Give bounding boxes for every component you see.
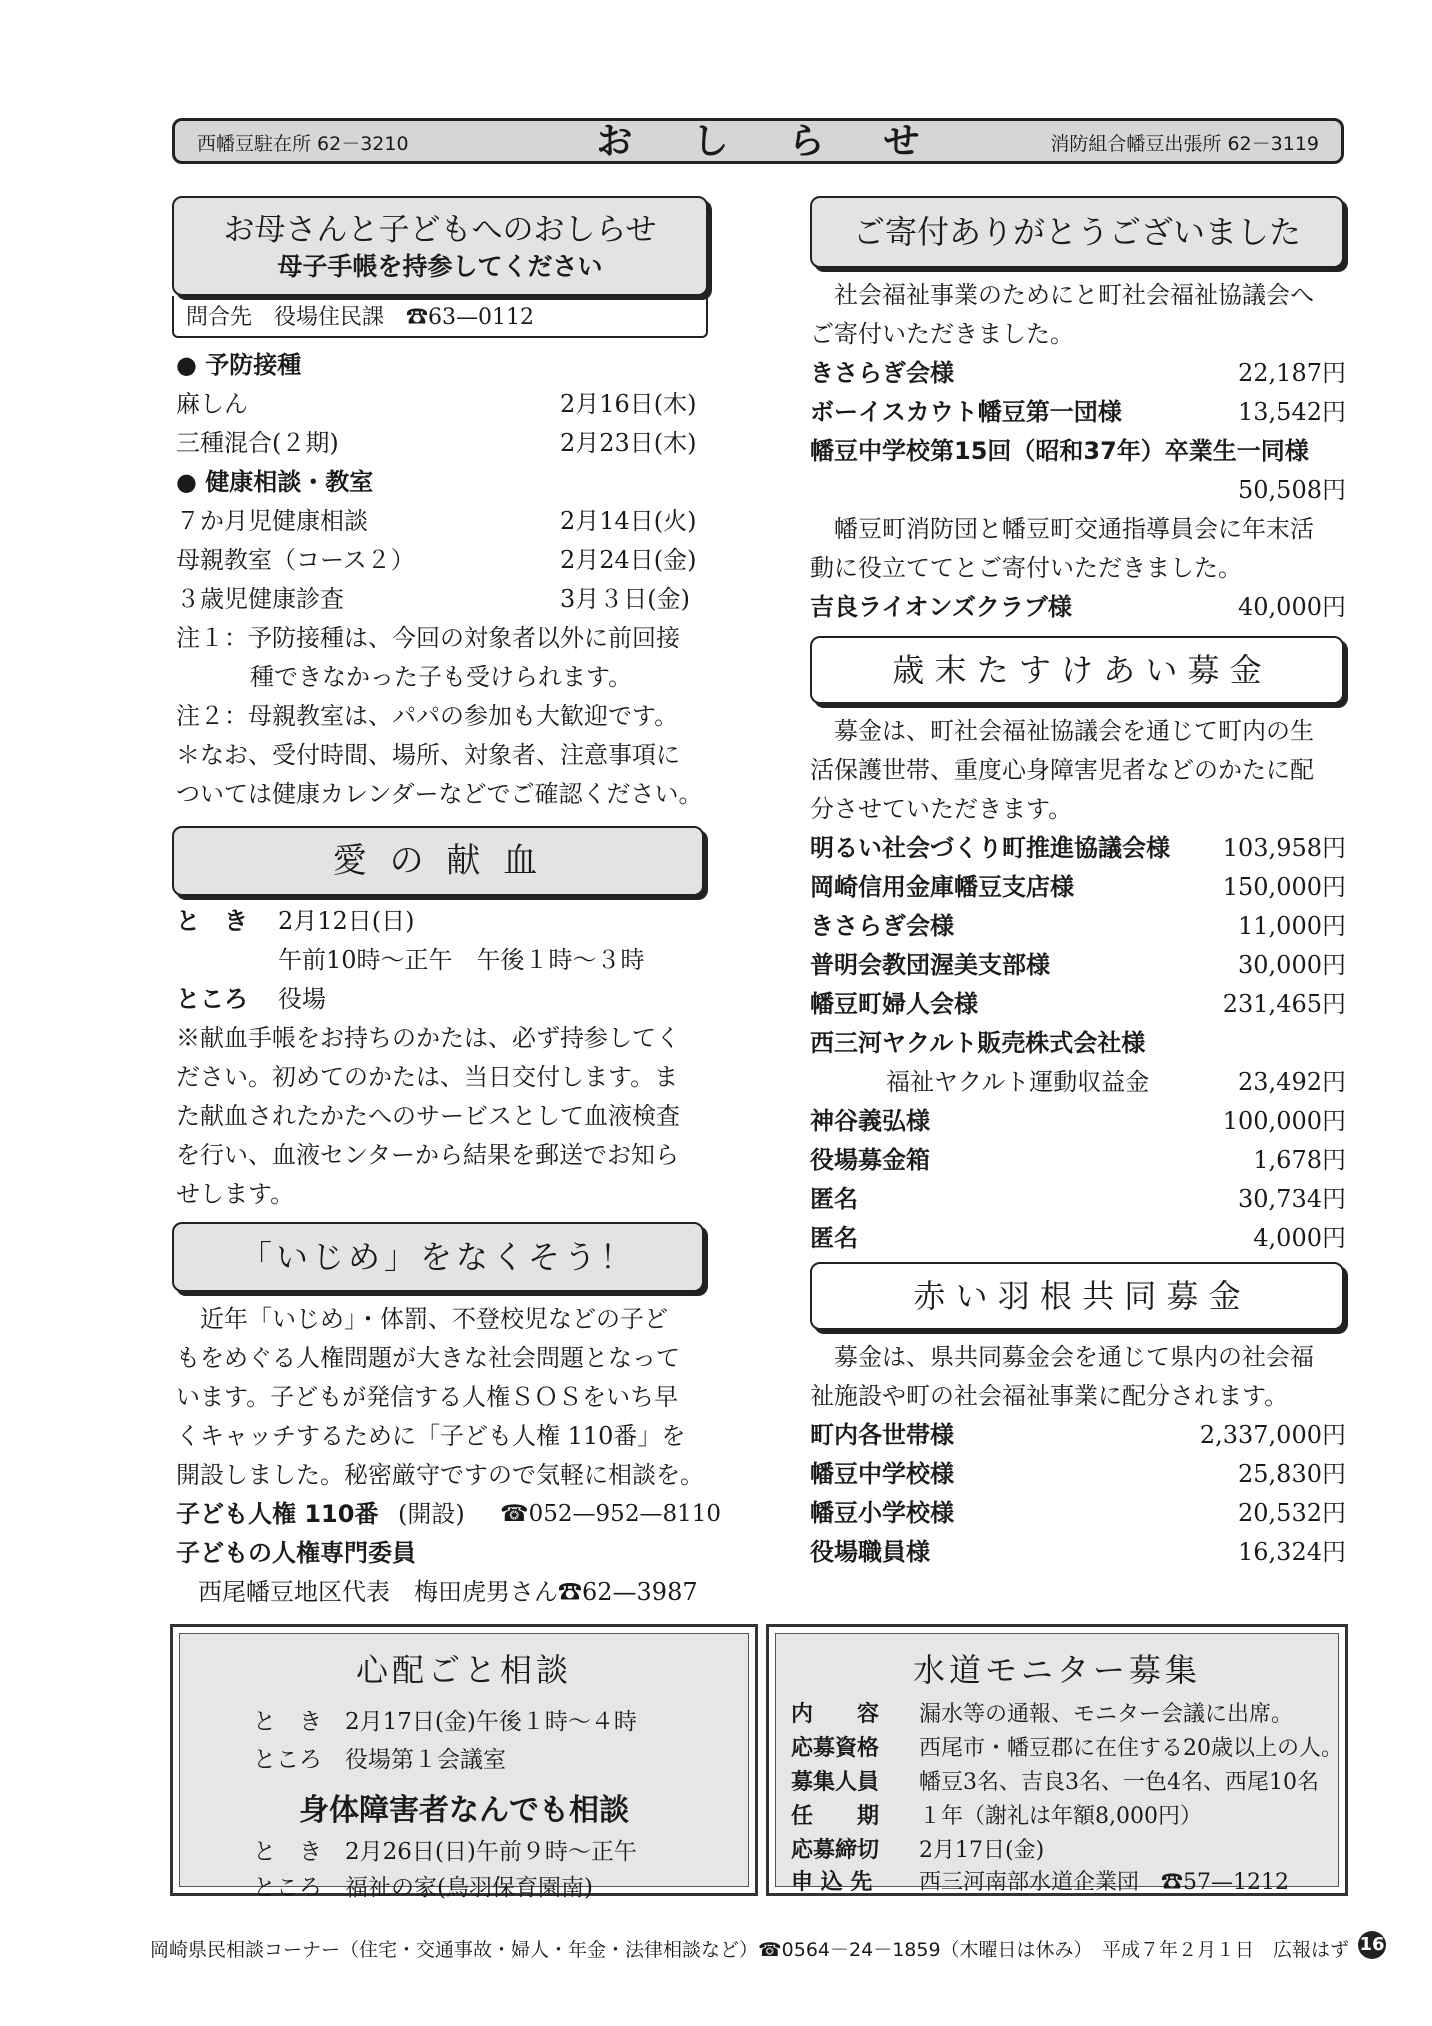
donor-amount: 50,508円 bbox=[1238, 476, 1346, 504]
donor-amount: 100,000円 bbox=[1222, 1107, 1346, 1135]
donor-name: 幡豆中学校様 bbox=[810, 1460, 954, 1488]
donation-title-box bbox=[810, 196, 1344, 268]
donation-para: 幡豆町消防団と幡豆町交通指導員会に年末活 bbox=[810, 515, 1314, 543]
consult-where-1: ところ 役場第１会議室 bbox=[253, 1747, 506, 1773]
list-item-date: 2月23日(木) bbox=[560, 429, 697, 457]
ijime-text: います。子どもが発信する人権ＳＯＳをいち早 bbox=[176, 1383, 679, 1411]
donation-intro: 社会福祉事業のためにと町社会福祉協議会へ bbox=[810, 281, 1314, 309]
consult-title-2: 身体障害者なんでも相談 bbox=[299, 1793, 629, 1828]
redfeather-title: 赤 い 羽 根 共 同 募 金 bbox=[913, 1277, 1241, 1315]
monitor-box bbox=[766, 1624, 1348, 1896]
monitor-label: 募集人員 bbox=[791, 1770, 880, 1795]
redfeather-intro: 募金は、県共同募金会を通じて県内の社会福 bbox=[810, 1343, 1314, 1371]
donor-amount: 11,000円 bbox=[1238, 912, 1346, 940]
donor-name: ボーイスカウト幡豆第一団様 bbox=[810, 398, 1122, 426]
donor-name: 神谷義弘様 bbox=[810, 1107, 930, 1135]
yearend-title-box bbox=[810, 636, 1344, 704]
monitor-value: 幡豆3名、吉良3名、一色4名、西尾10名 bbox=[919, 1770, 1319, 1795]
blood-text: ださい。初めてのかたは、当日交付します。ま bbox=[176, 1063, 679, 1091]
donor-amount: 150,000円 bbox=[1222, 873, 1346, 901]
donor-amount: 13,542円 bbox=[1238, 398, 1346, 426]
committee-rep: 西尾幡豆地区代表 梅田虎男さん☎62—3987 bbox=[198, 1578, 698, 1606]
donor-amount: 30,000円 bbox=[1238, 951, 1346, 979]
note-2: 注２：母親教室は、パパの参加も大歓迎です。 bbox=[176, 702, 679, 730]
donor-subname: 福祉ヤクルト運動収益金 bbox=[886, 1068, 1150, 1096]
donor-name: 普明会教団渥美支部様 bbox=[810, 951, 1050, 979]
blood-text: を行い、血液センターから結果を郵送でお知ら bbox=[176, 1141, 680, 1169]
donation-title: ご寄付ありがとうございました bbox=[852, 213, 1301, 251]
blood-where-label: ところ bbox=[176, 985, 248, 1013]
list-item: 三種混合(２期) bbox=[176, 429, 339, 457]
donor-name: 町内各世帯様 bbox=[810, 1421, 954, 1449]
donor-amount: 20,532円 bbox=[1238, 1499, 1346, 1527]
blood-text: せします。 bbox=[176, 1180, 295, 1208]
monitor-label: 内 容 bbox=[791, 1702, 880, 1727]
donor-name: 幡豆中学校第15回（昭和37年）卒業生一同様 bbox=[810, 437, 1309, 465]
list-item-date: 2月24日(金) bbox=[560, 546, 697, 574]
consult-where-2: ところ 福祉の家(鳥羽保育園南) bbox=[253, 1875, 593, 1901]
donor-amount: 1,678円 bbox=[1253, 1146, 1346, 1174]
donor-amount: 30,734円 bbox=[1238, 1185, 1346, 1213]
ijime-text: 開設しました。秘密厳守ですので気軽に相談を。 bbox=[176, 1461, 704, 1489]
yearend-intro: 活保護世帯、重度心身障害児者などのかたに配 bbox=[810, 756, 1314, 784]
mother-contact-box bbox=[172, 296, 708, 338]
consult-when-2: と き 2月26日(日)午前９時～正午 bbox=[253, 1839, 637, 1865]
yearend-intro: 分させていただきます。 bbox=[810, 795, 1073, 823]
donor-amount: 16,324円 bbox=[1238, 1538, 1346, 1566]
committee-heading: 子どもの人権専門委員 bbox=[176, 1539, 416, 1567]
blood-place: 役場 bbox=[278, 985, 326, 1013]
list-item-date: 3月３日(金) bbox=[560, 585, 690, 613]
donor-name: 幡豆小学校様 bbox=[810, 1499, 954, 1527]
donor-name: 匿名 bbox=[810, 1224, 858, 1252]
note-3-cont: ついては健康カレンダーなどでご確認ください。 bbox=[176, 780, 703, 808]
page-number: 16 bbox=[1358, 1931, 1386, 1959]
donor-amount: 4,000円 bbox=[1253, 1224, 1346, 1252]
consult-when-1: と き 2月17日(金)午後１時～４時 bbox=[253, 1709, 637, 1735]
monitor-value: 西三河南部水道企業団 ☎57—1212 bbox=[919, 1870, 1289, 1895]
donor-name: 幡豆町婦人会様 bbox=[810, 990, 978, 1018]
monitor-value: 2月17日(金) bbox=[919, 1838, 1045, 1863]
redfeather-title-box bbox=[810, 1262, 1344, 1330]
blood-title: 愛 の 献 血 bbox=[332, 841, 544, 881]
list-item: ７か月児健康相談 bbox=[176, 507, 368, 535]
blood-text: た献血されたかたへのサービスとして血液検査 bbox=[176, 1102, 680, 1130]
fire-station-contact: 消防組合幡豆出張所 62－3119 bbox=[1050, 133, 1319, 155]
mother-notice-title-box bbox=[172, 196, 708, 296]
donation-para: 動に役立ててとご寄付いただきました。 bbox=[810, 554, 1242, 582]
health-heading: ● 健康相談・教室 bbox=[176, 468, 374, 496]
redfeather-intro: 祉施設や町の社会福祉事業に配分されます。 bbox=[810, 1382, 1289, 1410]
donor-amount: 231,465円 bbox=[1222, 990, 1346, 1018]
note-1-cont: 種できなかった子も受けられます。 bbox=[250, 663, 633, 691]
donor-name: きさらぎ会様 bbox=[810, 912, 954, 940]
donor-name: 役場募金箱 bbox=[810, 1146, 930, 1174]
ijime-title: 「いじめ」をなくそう！ bbox=[239, 1238, 636, 1276]
hotline-tel: ☎052—952—8110 bbox=[500, 1501, 721, 1527]
hotline-label: 子ども人権 110番 bbox=[176, 1500, 379, 1528]
yearend-intro: 募金は、町社会福祉協議会を通じて町内の生 bbox=[810, 717, 1314, 745]
vaccination-heading: ● 予防接種 bbox=[176, 351, 302, 379]
donor-amount: 25,830円 bbox=[1238, 1460, 1346, 1488]
monitor-label: 応募資格 bbox=[791, 1736, 880, 1761]
monitor-label: 任 期 bbox=[791, 1804, 880, 1829]
ijime-title-box bbox=[172, 1222, 704, 1292]
hotline-note: (開設) bbox=[398, 1500, 465, 1528]
monitor-label: 申 込 先 bbox=[791, 1870, 873, 1895]
mother-contact: 問合先 役場住民課 ☎63—0112 bbox=[186, 305, 534, 330]
consult-box bbox=[170, 1624, 758, 1901]
ijime-text: 近年「いじめ」・体罰、不登校児などの子ど bbox=[176, 1305, 668, 1333]
blood-title-box bbox=[172, 826, 704, 896]
ijime-text: くキャッチするために「子ども人権 110番」を bbox=[176, 1422, 686, 1450]
monitor-value: １年（謝礼は年額8,000円） bbox=[919, 1804, 1202, 1829]
monitor-label: 応募締切 bbox=[791, 1838, 880, 1863]
blood-text: ※献血手帳をお持ちのかたは、必ず持参してく bbox=[176, 1024, 680, 1052]
list-item-date: 2月16日(木) bbox=[560, 390, 697, 418]
donor-amount: 40,000円 bbox=[1238, 593, 1346, 621]
blood-date: 2月12日(日) bbox=[278, 907, 415, 935]
donor-amount: 103,958円 bbox=[1222, 834, 1346, 862]
donor-name: 匿名 bbox=[810, 1185, 858, 1213]
note-3: ＊なお、受付時間、場所、対象者、注意事項に bbox=[176, 741, 680, 769]
donor-name: 吉良ライオンズクラブ様 bbox=[810, 593, 1072, 621]
mother-notice-title: お母さんと子どもへのおしらせ bbox=[223, 212, 657, 248]
footer-text: 岡崎県民相談コーナー（住宅・交通事故・婦人・年金・法律相談など）☎0564－24－1859（木曜日は休み） 平成７年２月１日 広報はず bbox=[150, 1939, 1350, 1961]
donor-name: 役場職員様 bbox=[810, 1538, 930, 1566]
donor-amount: 22,187円 bbox=[1238, 359, 1346, 387]
consult-title-1: 心配ごと相談 bbox=[355, 1651, 572, 1689]
donor-name: きさらぎ会様 bbox=[810, 359, 954, 387]
blood-time: 午前10時～正午 午後１時～３時 bbox=[278, 946, 645, 974]
list-item-date: 2月14日(火) bbox=[560, 507, 697, 535]
list-item: 母親教室（コース２） bbox=[176, 546, 415, 574]
list-item: ３歳児健康診査 bbox=[176, 585, 344, 613]
donor-name: 西三河ヤクルト販売株式会社様 bbox=[810, 1029, 1146, 1057]
donor-name: 明るい社会づくり町推進協議会様 bbox=[810, 834, 1170, 862]
blood-when-label: と き bbox=[176, 907, 248, 935]
monitor-title: 水道モニター募集 bbox=[912, 1651, 1201, 1689]
note-1: 注１：予防接種は、今回の対象者以外に前回接 bbox=[176, 624, 680, 652]
page-title: おしらせ bbox=[596, 121, 980, 162]
police-box-contact: 西幡豆駐在所 62－3210 bbox=[197, 133, 409, 155]
donor-name: 岡崎信用金庫幡豆支店様 bbox=[810, 873, 1074, 901]
list-item: 麻しん bbox=[176, 390, 248, 418]
ijime-text: もをめぐる人権問題が大きな社会問題となって bbox=[176, 1344, 680, 1372]
monitor-value: 西尾市・幡豆郡に在住する20歳以上の人。 bbox=[919, 1736, 1343, 1761]
donor-amount: 23,492円 bbox=[1238, 1068, 1346, 1096]
header-bar bbox=[172, 118, 1344, 164]
mother-notice-subtitle: 母子手帳を持参してください bbox=[277, 252, 603, 281]
donation-intro: ご寄付いただきました。 bbox=[810, 320, 1074, 348]
yearend-title: 歳 末 た す け あ い 募 金 bbox=[892, 651, 1262, 689]
donor-amount: 2,337,000円 bbox=[1199, 1421, 1346, 1449]
monitor-value: 漏水等の通報、モニター会議に出席。 bbox=[919, 1702, 1294, 1727]
